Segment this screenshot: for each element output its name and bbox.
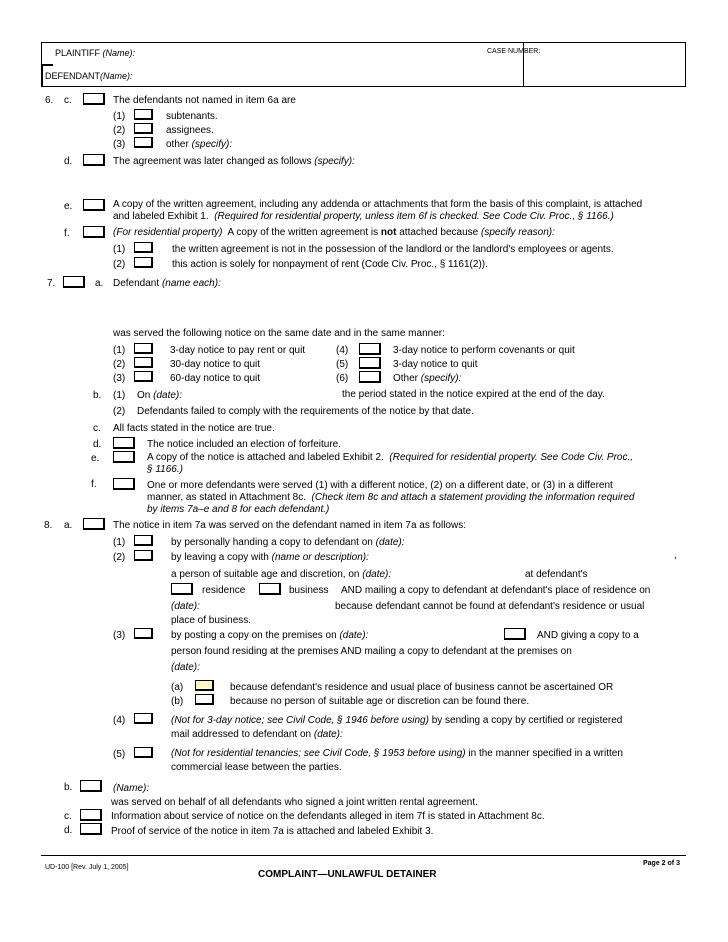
item-7b1-number: (1) <box>113 390 126 401</box>
item-8c-letter: c. <box>64 811 72 822</box>
item-7d-text: The notice included an election of forfeiture. <box>147 439 342 450</box>
item-8a-checkbox[interactable] <box>83 518 105 530</box>
item-8b-text: was served on behalf of all defendants who signed a joint written rental agreement. <box>111 797 478 808</box>
method-3-text: by posting a copy on the premises on (date): <box>171 630 369 641</box>
header-tick-h <box>41 64 53 66</box>
notice-1-text: 3-day notice to pay rent or quit <box>170 345 306 356</box>
item-6f1-text: the written agreement is not in the possession of the landlord or the landlord's employees or agents. <box>172 244 614 255</box>
item-6d-text: The agreement was later changed as follows (specify): <box>113 156 355 167</box>
item-6f1-number: (1) <box>113 244 126 255</box>
notice-2-text: 30-day notice to quit <box>170 359 261 370</box>
notice-4-checkbox[interactable] <box>359 343 381 355</box>
method-2-at-defendants: at defendant's <box>525 569 588 580</box>
notice-3-checkbox[interactable] <box>134 371 153 382</box>
item-6f-text: (For residential property) A copy of the written agreement is not attached because (specify reason): <box>113 227 555 238</box>
business-label: business <box>289 585 329 596</box>
item-8b-letter: b. <box>64 782 73 793</box>
item-8-number: 8. <box>44 520 53 531</box>
method-4-checkbox[interactable] <box>134 713 153 724</box>
method-2-place-text: place of business. <box>171 615 252 626</box>
item-7b1-right-text: the period stated in the notice expired at the end of the day. <box>342 389 605 400</box>
method-4-line2: mail addressed to defendant on (date): <box>171 729 343 740</box>
item-8d-checkbox[interactable] <box>80 823 102 835</box>
item-6c1-checkbox[interactable] <box>134 109 153 120</box>
item-7b1-text: On (date): <box>137 390 183 401</box>
item-8a-text: The notice in item 7a was served on the defendant named in item 7a as follows: <box>113 520 466 531</box>
method-1-text: by personally handing a copy to defendant on (date): <box>171 537 405 548</box>
method-2-because-text: because defendant cannot be found at defendant's residence or usual <box>335 601 645 612</box>
item-7e-letter: e. <box>91 453 100 464</box>
item-6e-checkbox[interactable] <box>83 199 105 211</box>
method-1-number: (1) <box>113 537 126 548</box>
item-6c2-checkbox[interactable] <box>134 123 153 134</box>
item-6c1-text: subtenants. <box>166 111 218 122</box>
notice-2-checkbox[interactable] <box>134 357 153 368</box>
item-7-checkbox[interactable] <box>63 276 85 288</box>
item-6f1-checkbox[interactable] <box>134 242 153 253</box>
item-6f-letter: f. <box>64 228 70 239</box>
method-3-and-checkbox[interactable] <box>504 628 526 640</box>
item-7a-text: Defendant (name each): <box>113 278 221 289</box>
method-3-checkbox[interactable] <box>134 628 153 639</box>
method-2-line2: a person of suitable age and discretion, on (date): <box>171 569 392 580</box>
method-3a-number: (a) <box>171 682 184 693</box>
footer-rule <box>41 855 686 856</box>
method-3-date-hint: (date): <box>171 662 200 673</box>
notice-3-text: 60-day notice to quit <box>170 373 261 384</box>
notice-5-number: (5) <box>336 359 349 370</box>
item-6c-checkbox[interactable] <box>83 93 105 105</box>
method-5-checkbox[interactable] <box>134 747 153 758</box>
item-8b-checkbox[interactable] <box>80 780 102 792</box>
item-8d-letter: d. <box>64 825 73 836</box>
method-3-and-text: AND giving a copy to a <box>537 630 639 641</box>
item-6e-letter: e. <box>64 201 73 212</box>
method-2-date-hint: (date): <box>171 601 200 612</box>
item-7a-served-text: was served the following notice on the same date and in the same manner: <box>113 328 445 339</box>
item-6c3-checkbox[interactable] <box>134 137 153 148</box>
business-checkbox[interactable] <box>259 583 281 595</box>
item-7d-letter: d. <box>93 439 102 450</box>
residence-label: residence <box>202 585 246 596</box>
item-7e-checkbox[interactable] <box>113 451 135 463</box>
item-7d-checkbox[interactable] <box>113 437 135 449</box>
method-2-number: (2) <box>113 552 126 563</box>
item-8d-text: Proof of service of the notice in item 7a is attached and labeled Exhibit 3. <box>111 826 434 837</box>
notice-5-checkbox[interactable] <box>359 357 381 369</box>
item-7e-text: A copy of the notice is attached and labeled Exhibit 2. (Required for residential property. See Code Civ. Proc., <box>147 452 634 463</box>
method-2-text: by leaving a copy with (name or description): <box>171 552 369 563</box>
notice-3-number: (3) <box>113 373 126 384</box>
item-7f-text-line1: One or more defendants were served (1) with a different notice, (2) on a different date, or (3) in a different <box>147 480 613 491</box>
method-3b-number: (b) <box>171 696 184 707</box>
item-7c-text: All facts stated in the notice are true. <box>113 423 275 434</box>
item-6f2-checkbox[interactable] <box>134 257 153 268</box>
item-6c3-text: other (specify): <box>166 139 233 150</box>
item-6c1-number: (1) <box>113 111 126 122</box>
notice-1-checkbox[interactable] <box>134 343 153 354</box>
form-title: COMPLAINT—UNLAWFUL DETAINER <box>258 869 437 880</box>
item-8a-letter: a. <box>64 520 73 531</box>
method-3-line2: person found residing at the premises AND mailing a copy to defendant at the premises on <box>171 646 572 657</box>
item-7-number: 7. <box>47 278 56 289</box>
method-4-text: (Not for 3-day notice; see Civil Code, § 1946 before using) by sending a copy by certified or registered <box>171 715 623 726</box>
item-7f-text-line3: by items 7a–e and 8 for each defendant.) <box>147 504 330 515</box>
defendant-label: DEFENDANT(Name): <box>45 71 133 81</box>
item-6c2-text: assignees. <box>166 125 214 136</box>
item-7f-letter: f. <box>91 479 97 490</box>
notice-6-text: Other (specify): <box>393 373 462 384</box>
page-number: Page 2 of 3 <box>643 860 680 867</box>
item-6e-text-line1: A copy of the written agreement, including any addenda or attachments that form the basis of this complaint, is attached <box>113 199 643 210</box>
notice-6-number: (6) <box>336 373 349 384</box>
item-6c-text: The defendants not named in item 6a are <box>113 95 296 106</box>
method-3a-checkbox[interactable] <box>195 680 214 691</box>
notice-2-number: (2) <box>113 359 126 370</box>
notice-4-text: 3-day notice to perform covenants or quit <box>393 345 575 356</box>
notice-4-number: (4) <box>336 345 349 356</box>
method-2-comma: , <box>674 550 677 561</box>
method-2-checkbox[interactable] <box>134 550 153 561</box>
method-2-mailing-text: AND mailing a copy to defendant at defendant's place of residence on <box>341 585 651 596</box>
notice-1-number: (1) <box>113 345 126 356</box>
item-8b-name-hint: (Name): <box>113 783 150 794</box>
item-6c3-number: (3) <box>113 139 126 150</box>
item-6c-letter: c. <box>64 95 72 106</box>
item-8c-text: Information about service of notice on the defendants alleged in item 7f is stated in Attachment 8c. <box>111 811 545 822</box>
method-3b-text: because no person of suitable age or discretion can be found there. <box>230 696 530 707</box>
case-number-label: CASE NUMBER: <box>487 48 541 55</box>
item-7f-checkbox[interactable] <box>113 478 135 490</box>
case-header <box>41 42 686 87</box>
method-3a-text: because defendant's residence and usual place of business cannot be ascertained OR <box>230 682 614 693</box>
item-6f2-text: this action is solely for nonpayment of rent (Code Civ. Proc., § 1161(2)). <box>172 259 488 270</box>
method-3b-checkbox[interactable] <box>195 694 214 705</box>
item-6f2-number: (2) <box>113 259 126 270</box>
notice-6-checkbox[interactable] <box>359 371 381 383</box>
item-6d-letter: d. <box>64 156 73 167</box>
header-tick <box>41 64 43 87</box>
method-5-number: (5) <box>113 749 126 760</box>
item-6e-text-line2: and labeled Exhibit 1. (Required for residential property, unless item 6f is checked. See Code Civ. Proc., § 1166.) <box>113 211 614 222</box>
plaintiff-label: PLAINTIFF (Name): <box>55 48 136 58</box>
item-6-number: 6. <box>45 95 54 106</box>
item-6d-checkbox[interactable] <box>83 154 105 166</box>
item-7b2-text: Defendants failed to comply with the requirements of the notice by that date. <box>137 406 474 417</box>
item-7e-hint-line2: § 1166.) <box>147 464 183 475</box>
residence-checkbox[interactable] <box>171 583 193 595</box>
method-5-text: (Not for residential tenancies; see Civil Code, § 1953 before using) in the manner specified in a written <box>171 748 623 759</box>
form-id: UD-100 [Rev. July 1, 2005] <box>45 864 129 871</box>
notice-5-text: 3-day notice to quit <box>393 359 478 370</box>
method-1-checkbox[interactable] <box>134 535 153 546</box>
item-8c-checkbox[interactable] <box>80 809 102 821</box>
item-7b-letter: b. <box>93 390 102 401</box>
item-6c2-number: (2) <box>113 125 126 136</box>
item-7b2-number: (2) <box>113 406 126 417</box>
item-7f-text-line2: manner, as stated in Attachment 8c. (Check item 8c and attach a statement providing the information required <box>147 492 635 503</box>
item-6f-checkbox[interactable] <box>83 226 105 238</box>
method-4-number: (4) <box>113 715 126 726</box>
item-7a-letter: a. <box>95 278 104 289</box>
method-5-line2: commercial lease between the parties. <box>171 762 342 773</box>
method-3-number: (3) <box>113 630 126 641</box>
item-7c-letter: c. <box>93 423 101 434</box>
